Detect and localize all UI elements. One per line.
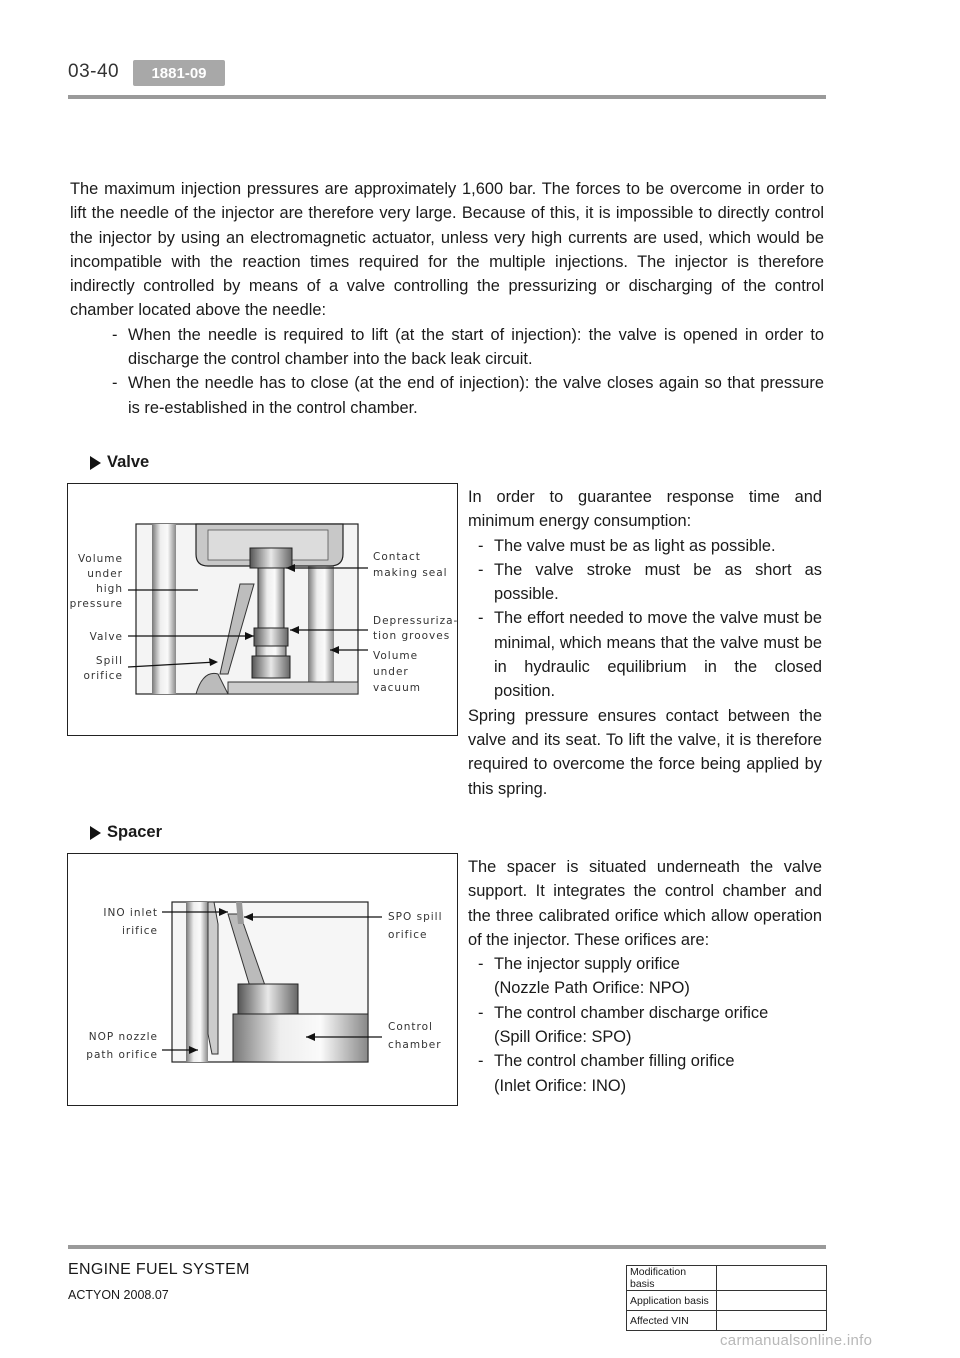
label-vacuum-2: under [373, 666, 409, 678]
spacer-figure [67, 853, 458, 1106]
list-item: - The valve stroke must be as short as possible. [478, 560, 822, 604]
table-value [717, 1291, 827, 1311]
list-item: - The valve must be as light as possible. [478, 536, 776, 555]
valve-section-title: Valve [90, 453, 149, 472]
spacer-section-title: Spacer [90, 823, 162, 842]
list-item: - The effort needed to move the valve must be minimal, which means that the valve must be in hydraulic equilibrium in the closed position. [478, 609, 822, 701]
table-value [717, 1311, 827, 1331]
label-ino-1: INO inlet [103, 907, 158, 919]
section-code-badge: 1881-09 [133, 60, 225, 86]
label-contact-2: making seal [373, 567, 448, 579]
label-spill-1: Spill [95, 655, 123, 667]
label-nop-2: path orifice [86, 1049, 158, 1061]
label-volume-high-1: Volume [77, 553, 123, 565]
page-number: 03-40 [68, 61, 120, 82]
label-grooves-2: tion grooves [373, 630, 451, 642]
footer-rule [68, 1245, 826, 1249]
table-value [717, 1266, 827, 1291]
watermark: carmanualsonline.info [720, 1332, 873, 1349]
label-control-2: chamber [388, 1039, 442, 1051]
valve-figure [67, 483, 458, 736]
intro-paragraph: The maximum injection pressures are approximately 1,600 bar. The forces to be overcome in order to lift the needle of the injector are therefore very large. Because of this, it is impossible to directly control the injector by using an electromagnetic actuator, unless very high currents are used, which would be incompatible with the reaction times required for the multiple injections. The injector is therefore indirectly controlled by means of a valve controlling the pressurizing or discharging of the control chamber located above the needle: [70, 180, 824, 320]
table-row [627, 1266, 827, 1291]
triangle-bullet-icon [90, 826, 101, 840]
label-spill-2: orifice [83, 670, 123, 682]
label-vacuum-3: vacuum [373, 682, 421, 694]
header-rule [68, 95, 826, 99]
intro-bullet-list [70, 323, 824, 420]
list-item: - When the needle is required to lift (at the start of injection): the valve is opened in order to discharge the control chamber into the back leak circuit. [112, 325, 824, 369]
revision-info-table [626, 1265, 827, 1331]
table-label: Modification basis [627, 1266, 717, 1291]
triangle-bullet-icon [90, 456, 101, 470]
valve-intro: In order to guarantee response time and minimum energy consumption: [468, 488, 822, 531]
label-contact-1: Contact [373, 551, 421, 563]
table-label: Application basis [627, 1291, 717, 1311]
label-volume-high-4: pressure [69, 598, 123, 610]
valve-bullet-list [468, 534, 822, 704]
label-ino-2: irifice [122, 925, 158, 937]
label-grooves-1: Depressuriza- [373, 615, 457, 627]
list-item: - The control chamber filling orifice (Inlet Orifice: INO) [478, 1052, 735, 1095]
valve-text [468, 485, 822, 801]
footer-model: ACTYON 2008.07 [68, 1288, 169, 1302]
list-item: - The control chamber discharge orifice (Spill Orifice: SPO) [478, 1003, 769, 1047]
label-spo-1: SPO spill [388, 911, 443, 923]
label-control-1: Control [388, 1021, 433, 1033]
label-valve: Valve [89, 631, 123, 643]
table-row [627, 1291, 827, 1311]
label-volume-high-3: high [96, 583, 123, 595]
label-vacuum-1: Volume [373, 650, 419, 662]
valve-diagram [68, 484, 457, 735]
table-row [627, 1311, 827, 1331]
table-label: Affected VIN [627, 1311, 717, 1331]
label-nop-1: NOP nozzle [88, 1031, 158, 1043]
label-spo-2: orifice [388, 929, 428, 941]
list-item: - The injector supply orifice (Nozzle Path Orifice: NPO) [478, 955, 690, 998]
spacer-diagram [68, 854, 457, 1105]
label-volume-high-2: under [87, 568, 123, 580]
list-item: - When the needle has to close (at the end of injection): the valve closes again so that pressure is re-established in the control chamber. [112, 374, 824, 417]
spacer-bullet-list [468, 952, 822, 1098]
valve-after-text: Spring pressure ensures contact between the valve and its seat. To lift the valve, it is therefore required to overcome the force being applied by this spring. [468, 706, 822, 798]
intro-section [70, 177, 824, 420]
spacer-intro: The spacer is situated underneath the valve support. It integrates the control chamber and the three calibrated orifice which allow operation of the injector. These orifices are: [468, 858, 822, 949]
footer-title: ENGINE FUEL SYSTEM [68, 1261, 250, 1278]
spacer-text [468, 855, 822, 1098]
